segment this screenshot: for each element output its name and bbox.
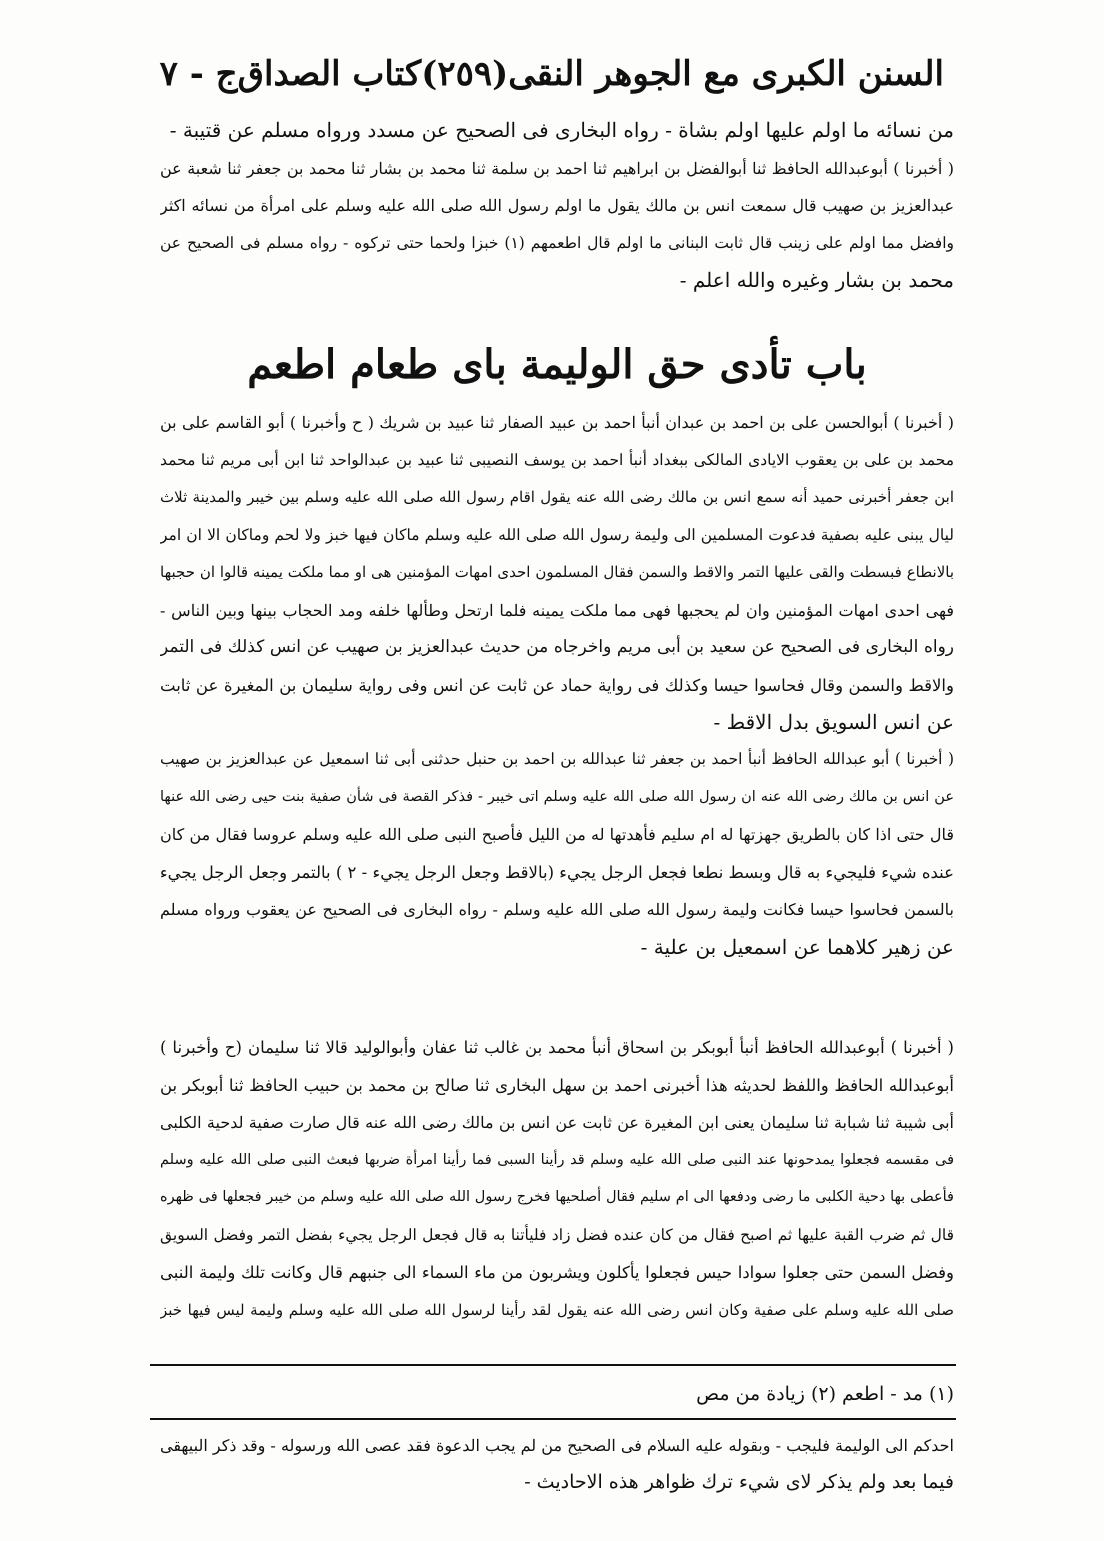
text-line: عنده شيء فليجيء به قال وبسط نطعا فجعل الرجل يجيء (بالاقط وجعل الرجل يجيء - ٢ ) بالتمر وجعل الرجل يجيء bbox=[160, 862, 954, 882]
text-line: وافضل مما اولم على زينب قال ثابت البنانى ما اولم قال اطعمهم (١) خبزا ولحما حتى تركوه - رواه مسلم فى الصحيح عن bbox=[160, 233, 954, 252]
text-line: محمد بن على بن يعقوب الايادى المالكى ببغداد أنبأ احمد بن يوسف النصيبى ثنا عبيد بن عبدالواحد ثنا ابن أبى مريم ثنا محمد bbox=[160, 450, 954, 469]
paragraph-3 bbox=[160, 741, 954, 966]
text-line: فيما بعد ولم يذكر لاى شيء ترك ظواهر هذه الاحاديث - bbox=[524, 1471, 954, 1493]
bottom-commentary bbox=[160, 1428, 954, 1500]
text-line: عن انس بن مالك رضى الله عنه ان رسول الله صلى الله عليه وسلم اتى خيبر - فذكر القصة فى شأن صفية بنت حيى رضى الله عنها bbox=[160, 788, 954, 805]
text-line: ( أخبرنا ) أبوعبدالله الحافظ ثنا أبوالفضل بن ابراهيم ثنا احمد بن سلمة ثنا محمد بن بشار ثنا محمد بن جعفر ثنا شعبة عن bbox=[160, 158, 954, 178]
text-line: بالسمن فحاسوا حيسا فكانت وليمة رسول الله صلى الله عليه وسلم - رواه البخارى فى الصحيح عن يعقوب ورواه مسلم bbox=[160, 900, 954, 919]
text-line: ( أخبرنا ) أبوعبدالله الحافظ أنبأ أبوبكر بن اسحاق أنبأ محمد بن غالب ثنا عفان وأبوالوليد قالا ثنا سليمان (ح وأخبرنا ) bbox=[160, 1038, 954, 1057]
text-line: احدكم الى الوليمة فليجب - وبقوله عليه السلام فى الصحيح من لم يجب الدعوة فقد عصى الله ورسوله - وقد ذكر البيهقى bbox=[160, 1436, 954, 1455]
text-line: قال حتى اذا كان بالطريق جهزتها له ام سليم فأهدتها له من الليل فأصبح النبى صلى الله عليه وسلم عروسا فقال من كان bbox=[160, 825, 954, 844]
text-line: أبوعبدالله الحافظ واللفظ لحديثه هذا أخبرنى احمد بن سهل البخارى ثنا صالح بن محمد بن حبيب الحافظ ثنا أبوبكر بن bbox=[160, 1075, 954, 1095]
footnote-divider bbox=[150, 1364, 956, 1366]
text-line: ( أخبرنا ) أبوالحسن على بن احمد بن عبدان أنبأ احمد بن عبيد الصفار ثنا عبيد بن شريك ( ح وأخبرنا ) أبو القاسم على بن bbox=[160, 413, 954, 432]
text-line: ( أخبرنا ) أبو عبدالله الحافظ أنبأ احمد بن جعفر ثنا عبدالله بن احمد بن حنبل حدثنى أبى ثنا اسمعيل عن عبدالعزيز بن صهيب bbox=[160, 750, 954, 768]
text-line: فى مقسمه فجعلوا يمدحونها عند النبى صلى الله عليه وسلم قد رأينا السبى فما رأينا امرأة ضربها فبعث النبى صلى الله عليه وسلم bbox=[160, 1151, 954, 1168]
commentary-divider bbox=[150, 1418, 956, 1420]
paragraph-2 bbox=[160, 404, 954, 742]
text-line: عن زهير كلاهما عن اسمعيل بن علية - bbox=[640, 934, 954, 959]
text-line: أبى شيبة ثنا شبابة ثنا سليمان يعنى ابن المغيرة عن ثابت عن انس بن مالك رضى الله عنه قال صارت صفية لدحية الكلبى bbox=[160, 1113, 954, 1132]
text-line: عبدالعزيز بن صهيب قال سمعت انس بن مالك يقول ما اولم رسول الله صلى الله عليه وسلم على امرأة من نسائه اكثر bbox=[160, 196, 954, 215]
text-line: فأعطى بها دحية الكلبى ما رضى ودفعها الى ام سليم فقال أصلحيها فخرج رسول الله صلى الله عليه وسلم من خيبر فجعلها فى ظهره bbox=[160, 1189, 954, 1205]
text-line: وفضل السمن حتى جعلوا سوادا حيس فجعلوا يأكلون ويشربون من ماء السماء الى جنبهم قال وكانت تلك وليمة النبى bbox=[160, 1263, 954, 1282]
text-line: رواه البخارى فى الصحيح عن سعيد بن أبى مريم واخرجاه من حديث عبدالعزيز بن صهيب عن انس كذلك فى التمر bbox=[160, 637, 954, 657]
text-line: والاقط والسمن وقال فحاسوا حيسا وكذلك فى رواية حماد عن ثابت عن انس وفى رواية سليمان بن المغيرة عن ثابت bbox=[160, 675, 954, 695]
text-line: محمد بن بشار وغيره والله اعلم - bbox=[679, 268, 954, 292]
paragraph-4 bbox=[160, 1029, 954, 1329]
header-volume: ج - ٧ bbox=[159, 54, 238, 94]
text-line: ليال يبنى عليه بصفية فدعوت المسلمين الى وليمة رسول الله صلى الله عليه وسلم ماكان فيها خبز ولا لحم وماكان الا ان امر bbox=[160, 525, 954, 544]
header-page-number: (٢٥٩) bbox=[421, 54, 509, 94]
text-line: صلى الله عليه وسلم على صفية وكان انس رضى الله عنه يقول لقد رأينا لرسول الله صلى الله عليه وسلم وليمة ليس فيها خبز bbox=[160, 1300, 954, 1319]
footnote: (١) مد - اطعم (٢) زيادة من مص bbox=[696, 1383, 954, 1405]
text-line: ابن جعفر أخبرنى حميد أنه سمع انس بن مالك رضى الله عنه يقول اقام رسول الله صلى الله عليه وسلم بين خيبر والمدينة ثلاث bbox=[160, 488, 954, 506]
text-line: بالانطاع فبسطت والقى عليها التمر والاقط والسمن فقال المسلمون احدى امهات المؤمنين هى او مما ملكت يمينه قالوا ان حجبها bbox=[160, 563, 954, 581]
header-book-name: كتاب الصداق bbox=[237, 54, 422, 94]
text-line: فهى احدى امهات المؤمنين وان لم يحجبها فهى مما ملكت يمينه فلما ارتحل وطألها خلفه ومد الحجاب بينها وبين الناس - bbox=[160, 600, 954, 620]
header-title: السنن الكبرى مع الجوهر النقى bbox=[508, 54, 944, 94]
text-line: قال ثم ضرب القبة عليها ثم اصبح فقال من كان عنده فضل زاد فليأتنا به قال فجعل الرجل يجيء بفضل التمر وفضل السويق bbox=[160, 1225, 954, 1244]
paragraph-1 bbox=[160, 112, 954, 300]
page-header bbox=[159, 44, 944, 104]
section-title: باب تأدى حق الوليمة باى طعام اطعم bbox=[247, 341, 867, 388]
text-line: من نسائه ما اولم عليها اولم بشاة - رواه البخارى فى الصحيح عن مسدد ورواه مسلم عن قتيبة - bbox=[169, 118, 954, 142]
text-line: عن انس السويق بدل الاقط - bbox=[713, 710, 954, 734]
